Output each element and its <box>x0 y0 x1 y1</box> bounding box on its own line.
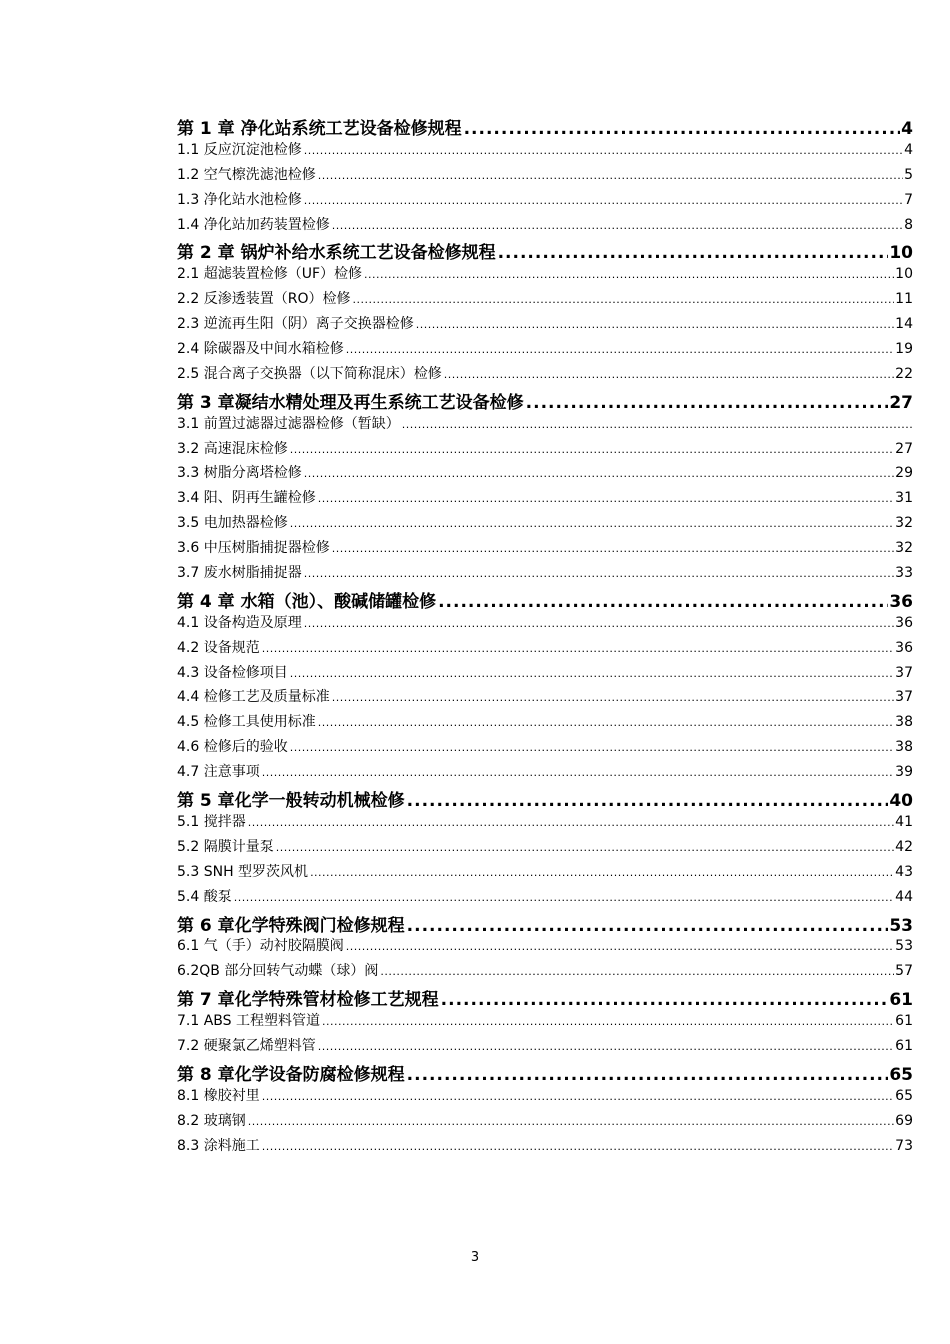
toc-chapter-entry[interactable] <box>177 786 913 811</box>
toc-entry-title: 8.2 玻璃钢 <box>177 1112 246 1129</box>
toc-entry-page: 14 <box>895 316 913 333</box>
toc-section-entry[interactable] <box>177 438 913 463</box>
toc-entry-title: 2.4 除碳器及中间水箱检修 <box>177 341 344 358</box>
toc-section-entry[interactable] <box>177 537 913 562</box>
toc-entry-title: 4.4 检修工艺及质量标准 <box>177 689 330 706</box>
toc-entry-page: 32 <box>895 540 913 557</box>
toc-entry-title: 6.1 气（手）动衬胶隔膜阀 <box>177 938 344 955</box>
dot-leader <box>318 169 903 182</box>
toc-section-entry[interactable] <box>177 1135 913 1160</box>
toc-entry-title: 5.1 搅拌器 <box>177 813 246 830</box>
toc-entry-page: 4 <box>904 141 913 158</box>
dot-leader <box>248 1115 894 1128</box>
dot-leader <box>318 492 894 505</box>
toc-entry-title: 第 5 章化学一般转动机械检修 <box>177 791 405 811</box>
toc-section-entry[interactable] <box>177 886 913 911</box>
table-of-contents <box>177 114 913 1159</box>
toc-entry-title: 1.4 净化站加药装置检修 <box>177 216 330 233</box>
toc-entry-title: 8.3 涂料施工 <box>177 1137 260 1154</box>
toc-entry-page: 61 <box>895 1037 913 1054</box>
dot-leader <box>304 467 894 480</box>
toc-entry-page: 38 <box>895 739 913 756</box>
toc-entry-page: 36 <box>895 639 913 656</box>
toc-entry-title: 1.1 反应沉淀池检修 <box>177 141 302 158</box>
toc-section-entry[interactable] <box>177 1035 913 1060</box>
toc-entry-page: 36 <box>895 614 913 631</box>
dot-leader <box>498 243 889 263</box>
toc-entry-title: 7.1 ABS 工程塑料管道 <box>177 1013 320 1030</box>
toc-section-entry[interactable] <box>177 662 913 687</box>
toc-section-entry[interactable] <box>177 562 913 587</box>
toc-entry-title: 3.7 废水树脂捕捉器 <box>177 565 302 582</box>
toc-entry-page: 40 <box>889 791 913 811</box>
toc-entry-title: 4.5 检修工具使用标准 <box>177 714 316 731</box>
toc-entry-title: 1.2 空气檫洗滤池检修 <box>177 166 316 183</box>
dot-leader <box>407 791 889 811</box>
toc-entry-page: 61 <box>895 1013 913 1030</box>
toc-entry-title: 4.2 设备规范 <box>177 639 260 656</box>
toc-entry-page: 57 <box>895 963 913 980</box>
toc-chapter-entry[interactable] <box>177 1060 913 1085</box>
toc-entry-page: 31 <box>895 490 913 507</box>
toc-section-entry[interactable] <box>177 462 913 487</box>
dot-leader <box>352 293 894 306</box>
toc-entry-title: 3.4 阳、阴再生罐检修 <box>177 490 316 507</box>
toc-entry-title: 第 1 章 净化站系统工艺设备检修规程 <box>177 119 462 139</box>
toc-entry-title: 6.2QB 部分回转气动蝶（球）阀 <box>177 963 379 980</box>
dot-leader <box>407 916 889 936</box>
dot-leader <box>526 393 889 413</box>
toc-entry-title: 4.7 注意事项 <box>177 764 260 781</box>
toc-entry-page: 19 <box>895 341 913 358</box>
toc-section-entry[interactable] <box>177 711 913 736</box>
toc-entry-title: 8.1 橡胶衬里 <box>177 1087 260 1104</box>
toc-entry-title: 第 3 章凝结水精处理及再生系统工艺设备检修 <box>177 392 524 413</box>
toc-section-entry[interactable] <box>177 836 913 861</box>
toc-section-entry[interactable] <box>177 1085 913 1110</box>
dot-leader <box>318 1040 894 1053</box>
toc-section-entry[interactable] <box>177 1010 913 1035</box>
toc-entry-title: 第 4 章 水箱（池）、酸碱储罐检修 <box>177 591 437 612</box>
toc-entry-title: 第 7 章化学特殊管材检修工艺规程 <box>177 990 439 1011</box>
dot-leader <box>304 617 894 630</box>
toc-section-entry[interactable] <box>177 686 913 711</box>
toc-entry-page: 37 <box>895 664 913 681</box>
toc-entry-page: 11 <box>895 291 913 308</box>
toc-section-entry[interactable] <box>177 637 913 662</box>
toc-entry-page: 36 <box>889 591 913 612</box>
toc-entry-page: 38 <box>895 714 913 731</box>
toc-entry-title: 5.2 隔膜计量泵 <box>177 838 274 855</box>
toc-entry-title: 2.2 反渗透装置（RO）检修 <box>177 291 351 308</box>
toc-entry-title: 3.3 树脂分离塔检修 <box>177 465 302 482</box>
dot-leader <box>262 642 894 655</box>
toc-entry-title: 3.1 前置过滤器过滤器检修（暂缺） <box>177 415 400 432</box>
toc-entry-page: 10 <box>895 266 913 283</box>
toc-chapter-entry[interactable] <box>177 911 913 936</box>
toc-entry-title: 3.6 中压树脂捕捉器检修 <box>177 540 330 557</box>
toc-entry-page: 44 <box>895 888 913 905</box>
toc-entry-title: 4.6 检修后的验收 <box>177 739 288 756</box>
toc-chapter-entry[interactable] <box>177 587 913 612</box>
dot-leader <box>262 1090 894 1103</box>
toc-section-entry[interactable] <box>177 313 913 338</box>
dot-leader <box>402 418 912 431</box>
dot-leader <box>234 891 894 904</box>
toc-section-entry[interactable] <box>177 761 913 786</box>
toc-entry-title: 4.3 设备检修项目 <box>177 664 288 681</box>
dot-leader <box>464 119 901 139</box>
toc-entry-page: 27 <box>889 392 913 413</box>
dot-leader <box>304 144 903 157</box>
dot-leader <box>262 766 894 779</box>
toc-entry-page: 53 <box>895 938 913 955</box>
toc-entry-page: 37 <box>895 689 913 706</box>
dot-leader <box>416 318 894 331</box>
toc-entry-page: 27 <box>895 440 913 457</box>
toc-entry-title: 5.3 SNH 型罗茨风机 <box>177 863 309 880</box>
dot-leader <box>380 965 894 978</box>
toc-entry-title: 第 6 章化学特殊阀门检修规程 <box>177 915 405 936</box>
toc-section-entry[interactable] <box>177 811 913 836</box>
toc-entry-page: 33 <box>895 565 913 582</box>
toc-entry-page: 22 <box>895 365 913 382</box>
dot-leader <box>290 443 894 456</box>
dot-leader <box>310 866 894 879</box>
toc-entry-page: 7 <box>904 191 913 208</box>
dot-leader <box>248 816 894 829</box>
dot-leader <box>346 940 894 953</box>
toc-section-entry[interactable] <box>177 413 913 438</box>
toc-section-entry[interactable] <box>177 512 913 537</box>
toc-chapter-entry[interactable] <box>177 238 913 263</box>
dot-leader <box>304 567 894 580</box>
toc-entry-title: 4.1 设备构造及原理 <box>177 614 302 631</box>
dot-leader <box>407 1065 889 1085</box>
toc-section-entry[interactable] <box>177 487 913 512</box>
toc-entry-page: 10 <box>889 243 913 264</box>
toc-entry-title: 2.1 超滤装置检修（UF）检修 <box>177 266 363 283</box>
dot-leader <box>290 517 894 530</box>
toc-entry-title: 1.3 净化站水池检修 <box>177 191 302 208</box>
dot-leader <box>346 343 894 356</box>
toc-entry-page: 69 <box>895 1112 913 1129</box>
toc-entry-title: 7.2 硬聚氯乙烯塑料管 <box>177 1037 316 1054</box>
toc-entry-page: 29 <box>895 465 913 482</box>
dot-leader <box>318 716 894 729</box>
toc-section-entry[interactable] <box>177 214 913 239</box>
toc-section-entry[interactable] <box>177 139 913 164</box>
toc-section-entry[interactable] <box>177 1110 913 1135</box>
toc-entry-page: 65 <box>889 1064 913 1085</box>
toc-chapter-entry[interactable] <box>177 114 913 139</box>
dot-leader <box>441 990 889 1010</box>
dot-leader <box>332 691 894 704</box>
toc-section-entry[interactable] <box>177 612 913 637</box>
toc-entry-title: 3.2 高速混床检修 <box>177 440 288 457</box>
dot-leader <box>364 268 894 281</box>
toc-entry-page: 4 <box>901 119 913 139</box>
dot-leader <box>290 741 894 754</box>
dot-leader <box>262 1140 894 1153</box>
dot-leader <box>332 542 894 555</box>
toc-entry-page: 5 <box>904 166 913 183</box>
toc-entry-title: 第 2 章 锅炉补给水系统工艺设备检修规程 <box>177 243 496 264</box>
toc-entry-page: 65 <box>895 1087 913 1104</box>
dot-leader <box>304 194 903 207</box>
toc-section-entry[interactable] <box>177 164 913 189</box>
toc-section-entry[interactable] <box>177 189 913 214</box>
dot-leader <box>332 219 903 232</box>
toc-entry-page: 73 <box>895 1137 913 1154</box>
toc-section-entry[interactable] <box>177 861 913 886</box>
dot-leader <box>276 841 894 854</box>
toc-entry-title: 第 8 章化学设备防腐检修规程 <box>177 1064 405 1085</box>
toc-section-entry[interactable] <box>177 960 913 985</box>
toc-section-entry[interactable] <box>177 263 913 288</box>
toc-entry-title: 2.3 逆流再生阳（阴）离子交换器检修 <box>177 316 414 333</box>
toc-section-entry[interactable] <box>177 935 913 960</box>
toc-section-entry[interactable] <box>177 363 913 388</box>
toc-section-entry[interactable] <box>177 736 913 761</box>
toc-entry-page: 41 <box>895 813 913 830</box>
toc-entry-page: 39 <box>895 764 913 781</box>
page-number: 3 <box>470 1250 480 1265</box>
toc-section-entry[interactable] <box>177 288 913 313</box>
toc-entry-title: 3.5 电加热器检修 <box>177 515 288 532</box>
toc-section-entry[interactable] <box>177 338 913 363</box>
toc-entry-page: 61 <box>889 990 913 1011</box>
toc-entry-page: 53 <box>889 915 913 936</box>
dot-leader <box>438 592 888 612</box>
toc-entry-page: 42 <box>895 838 913 855</box>
toc-entry-title: 2.5 混合离子交换器（以下简称混床）检修 <box>177 365 442 382</box>
toc-entry-title: 5.4 酸泵 <box>177 888 232 905</box>
toc-chapter-entry[interactable] <box>177 985 913 1010</box>
toc-entry-page: 32 <box>895 515 913 532</box>
dot-leader <box>322 1015 894 1028</box>
toc-entry-page: 43 <box>895 863 913 880</box>
dot-leader <box>290 667 894 680</box>
toc-chapter-entry[interactable] <box>177 388 913 413</box>
toc-entry-page: 8 <box>904 216 913 233</box>
dot-leader <box>444 368 894 381</box>
